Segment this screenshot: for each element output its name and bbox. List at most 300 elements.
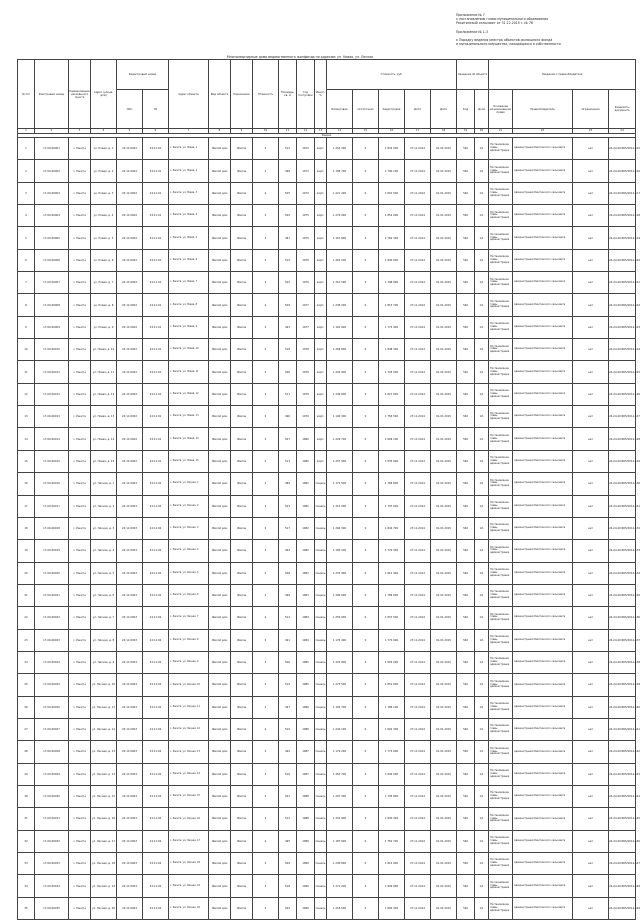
cell-v3: 1 840 600 (379, 249, 405, 271)
cell-v2: 0 (353, 205, 379, 227)
cell-city: с. Ракита (69, 339, 91, 361)
cell-cad2: 24:11:02 (143, 473, 169, 495)
cell-reg: 17-00-00005 (35, 227, 69, 249)
cell-reg: 17-00-00025 (35, 674, 69, 696)
cell-cad2: 24:11:02 (143, 674, 169, 696)
cell-o3: нет (573, 473, 609, 495)
cell-o1: Постановление главы администрации (489, 473, 513, 495)
cell-city: с. Ракита (69, 718, 91, 740)
cell-o3: нет (573, 875, 609, 897)
cell-purpose: Жилое (231, 741, 253, 763)
cell-cad2: 24:11:01 (143, 316, 169, 338)
cell-v2: 0 (353, 607, 379, 629)
cell-v2: 0 (353, 428, 379, 450)
cell-cad1: 24:11:0003 (117, 875, 143, 897)
cell-o3: нет (573, 406, 609, 428)
cell-floors: 2 (253, 272, 279, 294)
cell-v1: 1 190 300 (327, 406, 353, 428)
col-group-owner: Сведения о правообладателе (489, 60, 636, 90)
cell-n: 8 (18, 294, 35, 316)
cell-city: с. Ракита (69, 853, 91, 875)
column-number: 18 (431, 129, 457, 134)
column-number: 24 (609, 129, 636, 134)
cell-street: ул. Лесная, д. 1 (91, 473, 117, 495)
cell-wall: кирп. (315, 406, 327, 428)
cell-v2: 0 (353, 138, 379, 160)
cell-wall: панель (315, 540, 327, 562)
cell-o4: 24-24-20/005/2014-122 (609, 294, 636, 316)
cell-addr: с. Ракита, ул. Лесная, 17 (169, 830, 209, 852)
cell-area: 512 (279, 808, 297, 830)
cell-city: с. Ракита (69, 897, 91, 919)
cell-v3: 1 844 700 (379, 517, 405, 539)
cell-floors: 2 (253, 584, 279, 606)
cell-v3: 1 822 300 (379, 718, 405, 740)
cell-addr: с. Ракита, ул. Лесная, 4 (169, 540, 209, 562)
cell-v3: 1 784 500 (379, 406, 405, 428)
table-row (18, 406, 636, 428)
cell-v1: 1 271 200 (327, 875, 353, 897)
cell-o3: нет (573, 607, 609, 629)
cell-o3: нет (573, 182, 609, 204)
cell-n1: 540 (457, 473, 475, 495)
cell-area: 509 (279, 294, 297, 316)
cell-v4: 27.11.2014 (405, 517, 431, 539)
cell-o4: 24-24-20/005/2014-146 (609, 830, 636, 852)
cell-o3: нет (573, 584, 609, 606)
cell-n2: 1/1 (475, 651, 489, 673)
cell-o3: нет (573, 383, 609, 405)
cell-v5: 01.01.2015 (431, 138, 457, 160)
cell-city: с. Ракита (69, 651, 91, 673)
cell-year: 1972 (297, 138, 315, 160)
cell-cad1: 24:11:0003 (117, 718, 143, 740)
cell-v4: 27.11.2014 (405, 473, 431, 495)
cell-floors: 2 (253, 562, 279, 584)
cell-year: 1979 (297, 406, 315, 428)
cell-floors: 2 (253, 540, 279, 562)
cell-n2: 1/1 (475, 450, 489, 472)
col-header-floors: Этажность (253, 60, 279, 129)
cell-kind: Жилой дом (209, 272, 231, 294)
cell-cad2: 24:11:02 (143, 718, 169, 740)
cell-city: с. Ракита (69, 406, 91, 428)
cell-year: 1990 (297, 897, 315, 919)
cell-city: с. Ракита (69, 763, 91, 785)
cell-addr: с. Ракита, ул. Новая, 13 (169, 406, 209, 428)
cell-purpose: Жилое (231, 205, 253, 227)
cell-floors: 2 (253, 785, 279, 807)
cell-o2: Администрация Ракитинского сельсовета (513, 495, 573, 517)
cell-addr: с. Ракита, ул. Лесная, 8 (169, 629, 209, 651)
cell-kind: Жилой дом (209, 406, 231, 428)
table-row (18, 473, 636, 495)
cell-v5: 01.01.2015 (431, 428, 457, 450)
cell-n2: 1/1 (475, 316, 489, 338)
cell-addr: с. Ракита, ул. Лесная, 2 (169, 495, 209, 517)
cell-cad1: 24:11:0003 (117, 540, 143, 562)
cell-n1: 540 (457, 205, 475, 227)
cell-v1: 1 221 400 (327, 182, 353, 204)
cell-o2: Администрация Ракитинского сельсовета (513, 741, 573, 763)
cell-o3: нет (573, 294, 609, 316)
cell-cad2: 24:11:01 (143, 138, 169, 160)
cell-area: 515 (279, 249, 297, 271)
cell-year: 1982 (297, 540, 315, 562)
table-row (18, 562, 636, 584)
cell-n2: 1/1 (475, 182, 489, 204)
cell-v2: 0 (353, 406, 379, 428)
table-row (18, 205, 636, 227)
table-row (18, 450, 636, 472)
cell-area: 506 (279, 651, 297, 673)
cell-v5: 01.01.2015 (431, 450, 457, 472)
cell-o4: 24-24-20/005/2014-120 (609, 249, 636, 271)
table-row (18, 718, 636, 740)
cell-city: с. Ракита (69, 540, 91, 562)
cell-n2: 1/1 (475, 763, 489, 785)
cell-city: с. Ракита (69, 495, 91, 517)
cell-n: 1 (18, 138, 35, 160)
cell-o2: Администрация Ракитинского сельсовета (513, 897, 573, 919)
table-row (18, 897, 636, 919)
cell-year: 1983 (297, 584, 315, 606)
cell-kind: Жилой дом (209, 450, 231, 472)
cell-cad1: 24:11:0002 (117, 272, 143, 294)
cell-floors: 2 (253, 205, 279, 227)
cell-o3: нет (573, 763, 609, 785)
cell-kind: Жилой дом (209, 495, 231, 517)
cell-o2: Администрация Ракитинского сельсовета (513, 607, 573, 629)
cell-o2: Администрация Ракитинского сельсовета (513, 339, 573, 361)
cell-wall: панель (315, 875, 327, 897)
cell-floors: 2 (253, 339, 279, 361)
table-row (18, 853, 636, 875)
cell-n2: 1/1 (475, 160, 489, 182)
cell-purpose: Жилое (231, 651, 253, 673)
cell-area: 516 (279, 763, 297, 785)
cell-v4: 27.11.2014 (405, 361, 431, 383)
cell-area: 493 (279, 316, 297, 338)
cell-kind: Жилой дом (209, 696, 231, 718)
cell-floors: 2 (253, 808, 279, 830)
cell-cad1: 24:11:0002 (117, 160, 143, 182)
cell-floors: 2 (253, 495, 279, 517)
cell-v3: 1 795 800 (379, 785, 405, 807)
table-row (18, 249, 636, 271)
cell-v5: 01.01.2015 (431, 361, 457, 383)
cell-v2: 0 (353, 182, 379, 204)
cell-o1: Постановление главы администрации (489, 517, 513, 539)
cell-city: с. Ракита (69, 428, 91, 450)
cell-purpose: Жилое (231, 853, 253, 875)
cell-o4: 24-24-20/005/2014-116 (609, 160, 636, 182)
cell-n2: 1/1 (475, 674, 489, 696)
cell-cad1: 24:11:0002 (117, 361, 143, 383)
cell-purpose: Жилое (231, 808, 253, 830)
cell-v4: 27.11.2014 (405, 339, 431, 361)
table-row (18, 428, 636, 450)
table-row (18, 495, 636, 517)
column-number: 20 (475, 129, 489, 134)
cell-cad1: 24:11:0003 (117, 763, 143, 785)
cell-area: 510 (279, 718, 297, 740)
cell-o3: нет (573, 629, 609, 651)
cell-v5: 01.01.2015 (431, 607, 457, 629)
cell-v4: 27.11.2014 (405, 138, 431, 160)
cell-v1: 1 263 700 (327, 763, 353, 785)
cell-n1: 540 (457, 607, 475, 629)
cell-addr: с. Ракита, ул. Лесная, 13 (169, 741, 209, 763)
cell-o3: нет (573, 272, 609, 294)
cell-v2: 0 (353, 830, 379, 852)
cell-v3: 1 854 000 (379, 205, 405, 227)
table-row (18, 182, 636, 204)
column-number: 10 (253, 129, 279, 134)
table-row (18, 540, 636, 562)
column-number: 17 (405, 129, 431, 134)
cell-area: 514 (279, 607, 297, 629)
cell-cad1: 24:11:0003 (117, 651, 143, 673)
cell-kind: Жилой дом (209, 294, 231, 316)
cell-o3: нет (573, 339, 609, 361)
cell-floors: 2 (253, 316, 279, 338)
cell-reg: 17-00-00029 (35, 763, 69, 785)
table-row (18, 294, 636, 316)
cell-city: с. Ракита (69, 830, 91, 852)
cell-kind: Жилой дом (209, 741, 231, 763)
cell-floors: 2 (253, 718, 279, 740)
cell-o1: Постановление главы администрации (489, 495, 513, 517)
cell-v1: 1 187 600 (327, 830, 353, 852)
cell-year: 1978 (297, 339, 315, 361)
cell-floors: 2 (253, 227, 279, 249)
col-header-holder: Правообладатель (513, 90, 573, 129)
cell-wall: панель (315, 495, 327, 517)
cell-street: ул. Новая, д. 5 (91, 227, 117, 249)
cell-street: ул. Лесная, д. 3 (91, 517, 117, 539)
table-row (18, 875, 636, 897)
cell-area: 492 (279, 741, 297, 763)
cell-street: ул. Лесная, д. 9 (91, 651, 117, 673)
cell-v5: 01.01.2015 (431, 629, 457, 651)
cell-cad2: 24:11:02 (143, 875, 169, 897)
cell-area: 497 (279, 696, 297, 718)
cell-v3: 1 809 100 (379, 428, 405, 450)
cell-o4: 24-24-20/005/2014-141 (609, 718, 636, 740)
cell-cad2: 24:11:01 (143, 227, 169, 249)
cell-year: 1974 (297, 182, 315, 204)
cell-floors: 2 (253, 473, 279, 495)
cell-v4: 27.11.2014 (405, 383, 431, 405)
cell-v2: 0 (353, 562, 379, 584)
cell-n2: 1/1 (475, 249, 489, 271)
cell-o1: Постановление главы администрации (489, 897, 513, 919)
cell-year: 1980 (297, 428, 315, 450)
cell-addr: с. Ракита, ул. Новая, 10 (169, 339, 209, 361)
cell-kind: Жилой дом (209, 473, 231, 495)
cell-n: 20 (18, 562, 35, 584)
cell-area: 491 (279, 629, 297, 651)
cell-city: с. Ракита (69, 205, 91, 227)
col-header-code: Код (457, 90, 475, 129)
cell-city: с. Ракита (69, 875, 91, 897)
cell-wall: панель (315, 473, 327, 495)
cell-n2: 1/1 (475, 808, 489, 830)
cell-reg: 17-00-00020 (35, 562, 69, 584)
column-number: 23 (573, 129, 609, 134)
cell-v3: 1 832 200 (379, 138, 405, 160)
cell-n2: 1/1 (475, 897, 489, 919)
cell-kind: Жилой дом (209, 339, 231, 361)
cell-kind: Жилой дом (209, 584, 231, 606)
cell-v5: 01.01.2015 (431, 741, 457, 763)
cell-v3: 1 770 900 (379, 629, 405, 651)
cell-wall: кирп. (315, 383, 327, 405)
cell-kind: Жилой дом (209, 428, 231, 450)
cell-o2: Администрация Ракитинского сельсовета (513, 316, 573, 338)
cell-v4: 27.11.2014 (405, 853, 431, 875)
cell-o1: Постановление главы администрации (489, 651, 513, 673)
cell-n: 31 (18, 808, 35, 830)
cell-o1: Постановление главы администрации (489, 674, 513, 696)
cell-cad1: 24:11:0003 (117, 674, 143, 696)
cell-year: 1984 (297, 607, 315, 629)
cell-v4: 27.11.2014 (405, 428, 431, 450)
cell-purpose: Жилое (231, 227, 253, 249)
cell-n2: 1/1 (475, 495, 489, 517)
cell-v5: 01.01.2015 (431, 875, 457, 897)
cell-year: 1975 (297, 205, 315, 227)
cell-o2: Администрация Ракитинского сельсовета (513, 517, 573, 539)
cell-v5: 01.01.2015 (431, 540, 457, 562)
cell-addr: с. Ракита, ул. Новая, 6 (169, 249, 209, 271)
cell-v5: 01.01.2015 (431, 495, 457, 517)
cell-cad1: 24:11:0002 (117, 249, 143, 271)
cell-addr: с. Ракита, ул. Лесная, 11 (169, 696, 209, 718)
cell-addr: с. Ракита, ул. Новая, 12 (169, 383, 209, 405)
cell-v1: 1 252 900 (327, 808, 353, 830)
table-row (18, 584, 636, 606)
cell-v4: 27.11.2014 (405, 897, 431, 919)
cell-cad2: 24:11:01 (143, 272, 169, 294)
cell-v3: 1 827 800 (379, 383, 405, 405)
cell-v1: 1 257 400 (327, 450, 353, 472)
cell-v2: 0 (353, 785, 379, 807)
cell-v2: 0 (353, 450, 379, 472)
cell-o4: 24-24-20/005/2014-121 (609, 272, 636, 294)
column-number: 13 (315, 129, 327, 134)
cell-wall: панель (315, 607, 327, 629)
cell-v2: 0 (353, 227, 379, 249)
cell-o4: 24-24-20/005/2014-137 (609, 629, 636, 651)
cell-v1: 1 236 800 (327, 853, 353, 875)
table-row (18, 383, 636, 405)
cell-o4: 24-24-20/005/2014-134 (609, 562, 636, 584)
cell-v2: 0 (353, 897, 379, 919)
cell-n: 5 (18, 227, 35, 249)
cell-o1: Постановление главы администрации (489, 584, 513, 606)
cell-n: 24 (18, 651, 35, 673)
cell-v2: 0 (353, 272, 379, 294)
cell-street: ул. Новая, д. 3 (91, 182, 117, 204)
cell-n1: 540 (457, 227, 475, 249)
cell-o4: 24-24-20/005/2014-135 (609, 584, 636, 606)
cell-v5: 01.01.2015 (431, 316, 457, 338)
cell-v5: 01.01.2015 (431, 272, 457, 294)
cell-v5: 01.01.2015 (431, 406, 457, 428)
cell-city: с. Ракита (69, 450, 91, 472)
cell-kind: Жилой дом (209, 651, 231, 673)
cell-area: 501 (279, 785, 297, 807)
cell-addr: с. Ракита, ул. Лесная, 16 (169, 808, 209, 830)
cell-v4: 27.11.2014 (405, 160, 431, 182)
cell-v2: 0 (353, 339, 379, 361)
cell-o3: нет (573, 316, 609, 338)
cell-floors: 2 (253, 897, 279, 919)
cell-v2: 0 (353, 383, 379, 405)
cell-o3: нет (573, 495, 609, 517)
cell-v5: 01.01.2015 (431, 718, 457, 740)
cell-cad1: 24:11:0003 (117, 785, 143, 807)
cell-o1: Постановление главы администрации (489, 853, 513, 875)
cell-o4: 24-24-20/005/2014-124 (609, 339, 636, 361)
cell-cad2: 24:11:01 (143, 160, 169, 182)
cell-v4: 27.11.2014 (405, 741, 431, 763)
cell-floors: 2 (253, 651, 279, 673)
cell-v1: 1 254 300 (327, 138, 353, 160)
cell-floors: 2 (253, 450, 279, 472)
col-header-year: Год постройки (297, 60, 315, 129)
cell-floors: 2 (253, 294, 279, 316)
cell-cad2: 24:11:02 (143, 830, 169, 852)
cell-n2: 1/1 (475, 562, 489, 584)
cell-n1: 540 (457, 450, 475, 472)
cell-v1: 1 225 800 (327, 651, 353, 673)
cell-o3: нет (573, 853, 609, 875)
cell-v3: 1 800 300 (379, 897, 405, 919)
cell-o4: 24-24-20/005/2014-128 (609, 428, 636, 450)
table-row (18, 629, 636, 651)
cell-wall: кирп. (315, 339, 327, 361)
cell-o4: 24-24-20/005/2014-131 (609, 495, 636, 517)
cell-o4: 24-24-20/005/2014-133 (609, 540, 636, 562)
cell-o3: нет (573, 897, 609, 919)
cell-floors: 2 (253, 383, 279, 405)
cell-purpose: Жилое (231, 718, 253, 740)
cell-city: с. Ракита (69, 473, 91, 495)
cell-n1: 540 (457, 875, 475, 897)
cell-o2: Администрация Ракитинского сельсовета (513, 808, 573, 830)
cell-area: 487 (279, 227, 297, 249)
cell-wall: кирп. (315, 160, 327, 182)
cell-city: с. Ракита (69, 808, 91, 830)
column-number: 8 (209, 129, 231, 134)
cell-n1: 540 (457, 584, 475, 606)
col-header-restrictions: Ограничения (573, 90, 609, 129)
section-label: Раздел (18, 133, 636, 138)
cell-n: 27 (18, 718, 35, 740)
cell-kind: Жилой дом (209, 718, 231, 740)
cell-floors: 2 (253, 249, 279, 271)
cell-cad2: 24:11:01 (143, 182, 169, 204)
cell-v5: 01.01.2015 (431, 897, 457, 919)
col-header-purpose: Назначение (231, 60, 253, 129)
cell-street: ул. Лесная, д. 7 (91, 607, 117, 629)
cell-o1: Постановление главы администрации (489, 830, 513, 852)
cell-kind: Жилой дом (209, 763, 231, 785)
cell-addr: с. Ракита, ул. Лесная, 10 (169, 674, 209, 696)
